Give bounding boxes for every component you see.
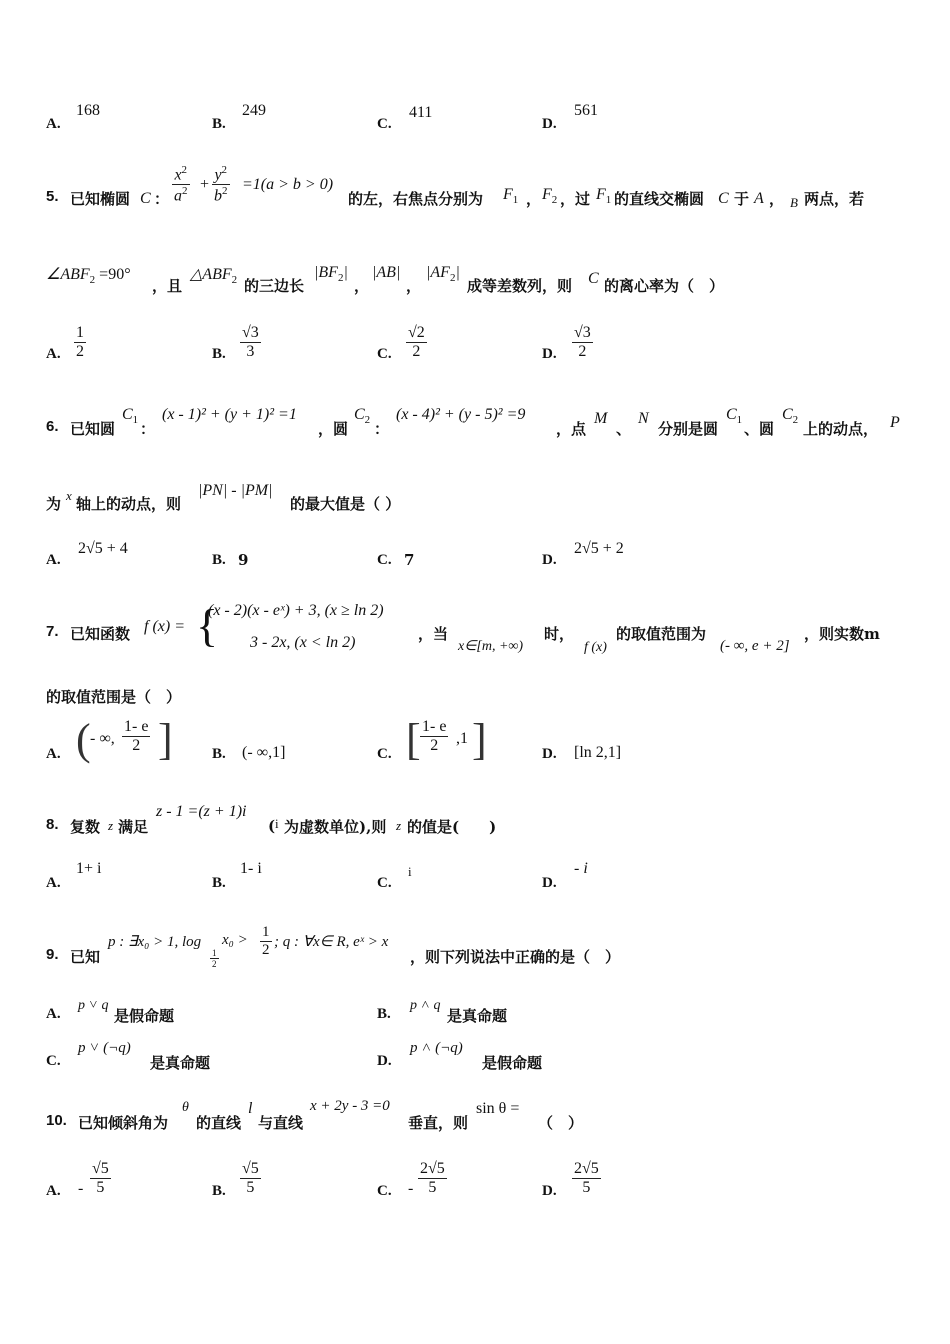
q5-text-4: 的直线交椭圆 <box>614 190 705 208</box>
q6-colon-2: ： <box>374 420 390 438</box>
q10-option-a-frac: $\frac{√5}{5}$ <box>92 1160 109 1196</box>
q7-option-a-lparen: ( <box>76 715 91 764</box>
q6-eq-2: (x - 4)² + (y - 5)² =9 <box>396 406 526 423</box>
q10-option-c-letter: C. <box>377 1183 392 1199</box>
q5-plus: + <box>200 176 210 193</box>
q5-text-10: 的离心率为（ ） <box>604 277 725 295</box>
q8-option-c-letter: C. <box>377 875 392 891</box>
q6-text-4: 分别是圆 <box>658 420 719 438</box>
q5-option-a-letter: A. <box>46 346 61 362</box>
q7-fx: f (x) <box>584 640 607 655</box>
q9-option-b-expr: p ˄ q <box>410 998 441 1013</box>
q9-p-stmt-2: x₀ > <box>222 932 248 948</box>
q7-option-c-letter: C. <box>377 746 392 762</box>
q5-c-3: C <box>588 270 599 287</box>
q6-eq-1: (x - 1)² + (y + 1)² =1 <box>162 406 297 423</box>
q10-option-d-letter: D. <box>542 1183 557 1199</box>
q6-text-3: ，点 <box>556 420 587 438</box>
q8-text-5: 的值是( ) <box>407 818 497 836</box>
q7-cond: x∈[m, +∞) <box>458 639 524 654</box>
q5-f1-b: $F_1$ <box>596 186 612 207</box>
q5-option-c-letter: C. <box>377 346 392 362</box>
q7-option-d-letter: D. <box>542 746 557 762</box>
q10-line: x + 2y - 3 =0 <box>310 1098 390 1114</box>
q6-option-b-letter: B. <box>212 552 226 568</box>
q5-c-2: C <box>718 190 729 207</box>
q7-option-c-frac: $\frac{1- e}{2}$ <box>422 718 447 754</box>
q9-option-a-letter: A. <box>46 1006 61 1022</box>
q9-option-a-text: 是假命题 <box>114 1007 175 1025</box>
q5-point-b: B <box>790 195 798 210</box>
q7-option-a-letter: A. <box>46 746 61 762</box>
q7-option-a-rbracket: ] <box>158 715 173 764</box>
q5-comma-3: ， <box>354 277 370 295</box>
q5-angle: $\angle ABF_2 =90^\circ$ <box>46 266 131 287</box>
q6-text-9: 的最大值是（ ） <box>290 495 401 513</box>
q9-option-b-letter: B. <box>377 1006 391 1022</box>
q7-option-c-value <box>406 716 486 766</box>
q5-ellipse-c: C <box>140 190 151 207</box>
q5-frac-y-num: $y^2$ <box>212 164 230 185</box>
q9-half: $\frac{1}{2}$ <box>262 924 270 958</box>
q6-c2-b: $C_2$ <box>782 406 799 427</box>
q6-option-c-value: 7 <box>404 551 415 569</box>
q5-text-8: 的三边长 <box>244 277 305 295</box>
q8-i: i <box>275 816 279 831</box>
q5-text-1: 已知椭圆 <box>70 190 131 208</box>
q6-option-b-value: 9 <box>238 551 249 569</box>
q8-number: 8. <box>46 816 59 833</box>
q5-text-9: 成等差数列，则 <box>467 277 573 295</box>
q8-option-b-value: 1- i <box>240 860 262 877</box>
q6-point-p: P <box>890 414 900 431</box>
q9-log-base: $\frac{1}{2}$ <box>212 948 217 969</box>
q6-c2: $C_2$ <box>354 406 371 427</box>
q9-option-c-text: 是真命题 <box>150 1054 211 1072</box>
q5-side-bf2: $|BF_2|$ <box>314 264 348 285</box>
q10-option-b-letter: B. <box>212 1183 226 1199</box>
q7-text-6: 的取值范围是（ ） <box>46 688 182 706</box>
q7-text-1: 已知函数 <box>70 625 131 643</box>
q5-text-3: ，过 <box>560 190 591 208</box>
q9-number: 9. <box>46 946 59 963</box>
q5-option-d-letter: D. <box>542 346 557 362</box>
q5-option-b-value: $\frac{√3}{3}$ <box>242 324 259 360</box>
q5-text-2: 的左，右焦点分别为 <box>348 190 484 208</box>
q7-text-3: 时， <box>544 625 575 643</box>
q7-fx-def: f (x) = <box>144 618 185 635</box>
q6-text-5: 、圆 <box>744 420 775 438</box>
q7-brace: { <box>196 600 219 651</box>
q4-option-b-letter: B. <box>212 116 226 132</box>
q5-eq-rest: =1(a > b > 0) <box>242 176 334 193</box>
q6-text-7: 为 <box>46 495 62 513</box>
q7-option-c-lbracket: [ <box>406 715 421 764</box>
q10-text-4: 垂直，则 <box>408 1114 469 1132</box>
q5-option-b-letter: B. <box>212 346 226 362</box>
q6-c1-b: $C_1$ <box>726 406 743 427</box>
q5-comma: ， <box>526 190 542 208</box>
q7-range: (- ∞, e + 2] <box>720 638 790 654</box>
q5-colon: ： <box>154 190 170 208</box>
q8-text-4: 为虚数单位),则 <box>284 818 387 836</box>
q4-option-a-letter: A. <box>46 116 61 132</box>
q9-option-b-text: 是真命题 <box>447 1007 508 1025</box>
q5-side-af2: $|AF_2|$ <box>426 264 460 285</box>
q10-option-a-sign: - <box>78 1180 84 1197</box>
q5-text-5: 于 <box>734 190 750 208</box>
q7-text-2: ，当 <box>418 625 449 643</box>
q10-l: l <box>248 1100 253 1117</box>
q10-option-c-sign: - <box>408 1180 414 1197</box>
q6-option-d-value: 2√5 + 2 <box>574 540 624 557</box>
q7-option-c-rbracket: ] <box>472 715 487 764</box>
q5-number: 5. <box>46 188 59 205</box>
q10-number: 10. <box>46 1112 67 1129</box>
q10-text-2: 的直线 <box>196 1114 242 1132</box>
q8-option-c-value: i <box>408 864 412 879</box>
q6-point-n: N <box>638 410 649 427</box>
q9-option-a-expr: p ˅ q <box>78 998 109 1013</box>
q7-option-a-pre: - ∞, <box>90 730 115 747</box>
q7-option-c-post: ,1 <box>456 730 468 747</box>
q6-option-d-letter: D. <box>542 552 557 568</box>
q6-colon-1: ： <box>140 420 156 438</box>
q5-frac-x-den: $a^2$ <box>174 185 188 205</box>
q7-case-2: 3 - 2x, (x < ln 2) <box>250 634 356 651</box>
q10-sin: sin θ = <box>476 1100 520 1117</box>
q6-sep: 、 <box>616 420 632 438</box>
q5-frac-x-num: $x^2$ <box>172 164 190 185</box>
q8-option-a-letter: A. <box>46 875 61 891</box>
q7-option-b-letter: B. <box>212 746 226 762</box>
q6-c1: $C_1$ <box>122 406 139 427</box>
q6-x: x <box>66 488 72 503</box>
q10-text-5: （ ） <box>538 1114 584 1132</box>
q5-text-7: ，且 <box>152 277 183 295</box>
q5-side-ab: |AB| <box>372 264 401 281</box>
q10-theta: θ <box>182 1100 189 1115</box>
q5-comma-2: ， <box>769 190 785 208</box>
q10-text-1: 已知倾斜角为 <box>78 1114 169 1132</box>
q5-frac-x <box>172 164 190 206</box>
q7-text-4: 的取值范围为 <box>616 625 707 643</box>
q5-comma-4: ， <box>406 277 422 295</box>
q6-point-m: M <box>594 410 608 427</box>
q9-option-d-text: 是假命题 <box>482 1054 543 1072</box>
q5-triangle: $\triangle ABF_2$ <box>190 266 238 287</box>
q5-text-6: 两点，若 <box>804 190 865 208</box>
q9-option-d-letter: D. <box>377 1053 392 1069</box>
q4-option-b-value: 249 <box>242 102 266 119</box>
q7-option-b-value: (- ∞,1] <box>242 744 286 761</box>
q6-text-1: 已知圆 <box>70 420 116 438</box>
q5-option-d-value: $\frac{√3}{2}$ <box>574 324 591 360</box>
q4-option-d-letter: D. <box>542 116 557 132</box>
q5-option-a-value: $\frac{1}{2}$ <box>76 324 84 360</box>
q6-text-6: 上的动点， <box>803 420 879 438</box>
q5-frac-y <box>212 164 230 206</box>
q5-frac-y-den: $b^2$ <box>214 185 228 205</box>
q5-f2: $F_2$ <box>542 186 558 207</box>
q9-text-2: ，则下列说法中正确的是（ ） <box>410 948 621 966</box>
q8-text-2: 满足 <box>118 818 149 836</box>
q9-option-c-expr: p ˅ (¬q) <box>78 1040 131 1056</box>
q8-z-2: z <box>396 818 402 833</box>
q7-option-a-value <box>76 715 173 766</box>
q6-option-a-letter: A. <box>46 552 61 568</box>
q9-p-stmt: p : ∃x₀ > 1, log <box>108 934 202 950</box>
q6-expr: |PN| - |PM| <box>198 482 273 499</box>
q5-f1: $F_1$ <box>503 186 519 207</box>
q8-eq: z - 1 =(z + 1)i <box>156 803 247 820</box>
q8-option-d-letter: D. <box>542 875 557 891</box>
q10-option-d-frac: $\frac{2√5}{5}$ <box>574 1160 599 1196</box>
q9-option-c-letter: C. <box>46 1053 61 1069</box>
q5-option-c-value: $\frac{√2}{2}$ <box>408 324 425 360</box>
q9-text-1: 已知 <box>70 948 101 966</box>
q10-option-c-frac: $\frac{2√5}{5}$ <box>420 1160 445 1196</box>
q8-option-a-value: 1+ i <box>76 860 102 877</box>
q8-text-1: 复数 <box>70 818 101 836</box>
q7-option-d-value: [ln 2,1] <box>574 744 622 761</box>
q4-option-c-value: 411 <box>409 104 433 121</box>
q8-option-d-value: - i <box>574 860 588 877</box>
q6-option-c-letter: C. <box>377 552 392 568</box>
q9-option-d-expr: p ˄ (¬q) <box>410 1040 463 1056</box>
q8-option-b-letter: B. <box>212 875 226 891</box>
q6-number: 6. <box>46 418 59 435</box>
q4-option-c-letter: C. <box>377 116 392 132</box>
q10-option-a-letter: A. <box>46 1183 61 1199</box>
q10-option-b-frac: $\frac{√5}{5}$ <box>242 1160 259 1196</box>
q7-text-5: ，则实数m <box>804 625 880 643</box>
q6-option-a-value: 2√5 + 4 <box>78 540 128 557</box>
q7-number: 7. <box>46 623 59 640</box>
q10-text-3: 与直线 <box>258 1114 304 1132</box>
q5-point-a: A <box>754 190 764 207</box>
q6-text-8: 轴上的动点，则 <box>76 495 182 513</box>
q4-option-a-value: 168 <box>76 102 100 119</box>
q7-case-1: (x - 2)(x - eˣ) + 3, (x ≥ ln 2) <box>208 602 384 619</box>
q4-option-d-value: 561 <box>574 102 598 119</box>
q6-text-2: ，圆 <box>318 420 349 438</box>
q8-z: z <box>108 818 114 833</box>
q7-option-a-frac: $\frac{1- e}{2}$ <box>124 718 149 754</box>
q8-text-3: ( <box>268 817 276 835</box>
q9-q-stmt: ; q : ∀x∈ R, eˣ > x <box>274 934 389 950</box>
